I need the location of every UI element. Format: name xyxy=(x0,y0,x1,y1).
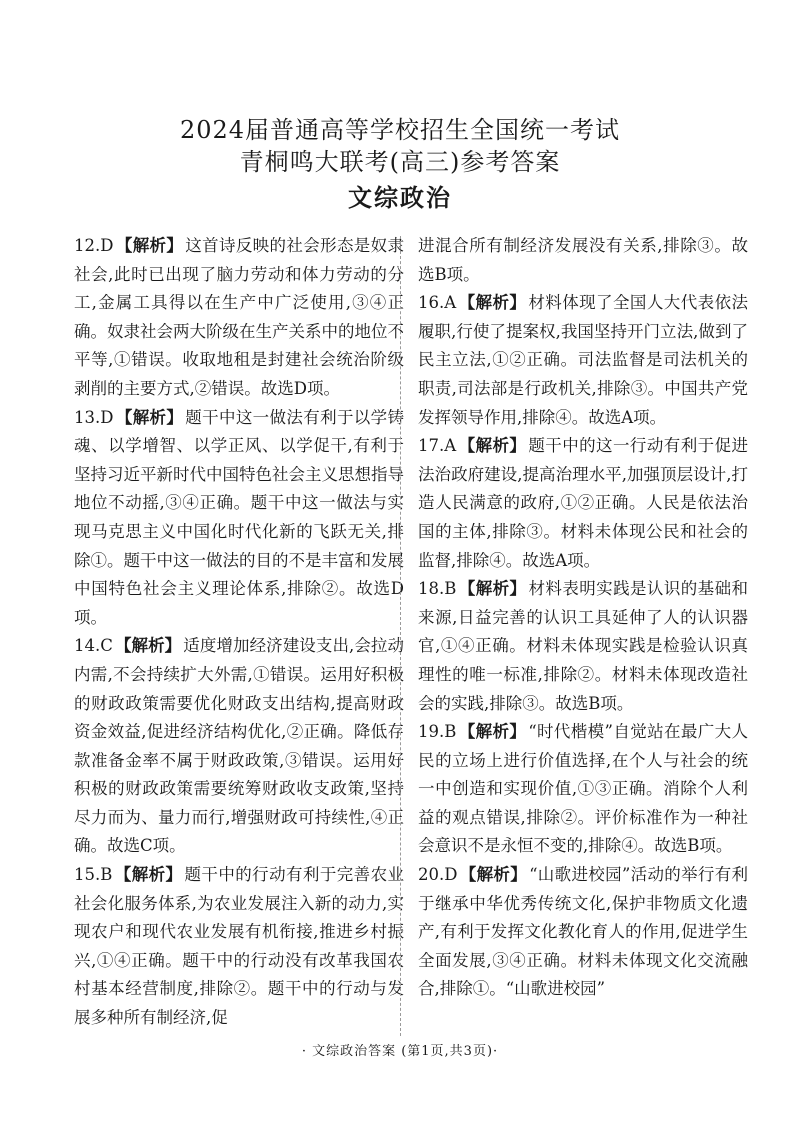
answer-item-12 xyxy=(74,232,404,404)
left-column xyxy=(74,232,404,1033)
answer-number: 19.B xyxy=(418,722,457,742)
analysis-tag: 【解析】 xyxy=(458,436,527,456)
answer-text: 适度增加经济建设支出,会拉动内需,不会持续扩大外需,①错误。运用好积极的财政政策需要优化财政支出结构,提高财政资金效益,促进经济结构优化,②正确。降低存款准备金率不属于财政政策,③错误。运用好积极的财政政策需要统筹财政收支政策,坚持尽力而为、量力而行,增强财政可持续性,④正确。故选C项。 xyxy=(74,636,405,856)
answer-text: 材料体现了全国人大代表依法履职,行使了提案权,我国坚持开门立法,做到了民主立法,①②正确。司法监督是司法机关的职责,司法部是行政机关,排除③。中国共产党发挥领导作用,排除④。故选A项。 xyxy=(418,293,749,427)
analysis-tag: 【解析】 xyxy=(115,407,184,427)
analysis-tag: 【解析】 xyxy=(458,293,527,313)
answer-text: 题干中的行动有利于完善农业社会化服务体系,为农业发展注入新的动力,实现农户和现代农业发展有机衔接,推进乡村振兴,①④正确。题干中的行动没有改革我国农村基本经营制度,排除②。题干中的行动与发展多种所有制经济,促 xyxy=(74,865,405,1028)
analysis-tag: 【解析】 xyxy=(114,636,182,656)
exam-title: 2024届普通高等学校招生全国统一考试 xyxy=(179,116,621,144)
answer-item-14 xyxy=(74,632,404,861)
analysis-tag: 【解析】 xyxy=(458,579,527,599)
answer-number: 16.A xyxy=(418,293,457,313)
answer-item-16 xyxy=(418,289,748,432)
answer-item-13 xyxy=(74,404,404,633)
answer-text: 题干中这一做法有利于以学铸魂、以学增智、以学正风、以学促干,有利于坚持习近平新时代中国特色社会主义思想指导地位不动摇,③④正确。题干中这一做法与实现马克思主义中国化时代化新的飞跃无关,排除①。题干中这一做法的目的不是丰富和发展中国特色社会主义理论体系,排除②。故选D项。 xyxy=(74,407,405,627)
answer-number: 17.A xyxy=(418,436,457,456)
answer-text: 这首诗反映的社会形态是奴隶社会,此时已出现了脑力劳动和体力劳动的分工,金属工具得以在生产中广泛使用,③④正确。奴隶社会两大阶级在生产关系中的地位不平等,①错误。收取地租是封建社会统治阶级剥削的主要方式,②错误。故选D项。 xyxy=(74,236,405,398)
answer-item-17 xyxy=(418,432,748,575)
analysis-tag: 【解析】 xyxy=(459,865,528,885)
answer-number: 20.D xyxy=(418,865,458,885)
answer-item-18 xyxy=(418,575,748,718)
column-divider xyxy=(400,236,401,1036)
answer-text: 进混合所有制经济发展没有关系,排除③。故选B项。 xyxy=(418,236,748,284)
page-footer: · 文综政治答案 (第1页,共3页)· xyxy=(301,1044,499,1059)
answer-number: 13.D xyxy=(74,407,114,427)
answer-item-15 xyxy=(74,861,404,1033)
answer-number: 18.B xyxy=(418,579,457,599)
answer-text: “时代楷模”自觉站在最广大人民的立场上进行价值选择,在个人与社会的统一中创造和实现价值,①③正确。消除个人利益的观点错误,排除②。评价标准作为一种社会意识不是永恒不变的,排除④。故选B项。 xyxy=(418,722,748,856)
answer-number: 14.C xyxy=(74,636,113,656)
answer-number: 15.B xyxy=(74,865,113,885)
answer-text: 材料表明实践是认识的基础和来源,日益完善的认识工具延伸了人的认识器官,①④正确。材料未体现实践是检验认识真理性的唯一标准,排除②。材料未体现改造社会的实践,排除③。故选B项。 xyxy=(418,579,749,713)
subject-title: 文综政治 xyxy=(348,184,452,212)
answer-number: 12.D xyxy=(74,236,114,255)
answer-item-19 xyxy=(418,718,748,861)
answer-item-20 xyxy=(418,861,748,1004)
answer-text: “山歌进校园”活动的举行有利于继承中华优秀传统文化,保护非物质文化遗产,有利于发挥文化教化育人的作用,促进学生全面发展,③④正确。材料未体现文化交流融合,排除①。“山歌进校园” xyxy=(418,865,749,999)
right-column xyxy=(418,232,748,1004)
answer-item-15-continued xyxy=(418,232,748,289)
analysis-tag: 【解析】 xyxy=(458,722,527,742)
answer-text: 题干中的这一行动有利于促进法治政府建设,提高治理水平,加强顶层设计,打造人民满意的政府,①②正确。人民是依法治国的主体,排除③。材料未体现公民和社会的监督,排除④。故选A项。 xyxy=(418,436,749,570)
analysis-tag: 【解析】 xyxy=(115,236,184,255)
exam-subtitle: 青桐鸣大联考(高三)参考答案 xyxy=(239,148,561,176)
analysis-tag: 【解析】 xyxy=(114,865,183,885)
